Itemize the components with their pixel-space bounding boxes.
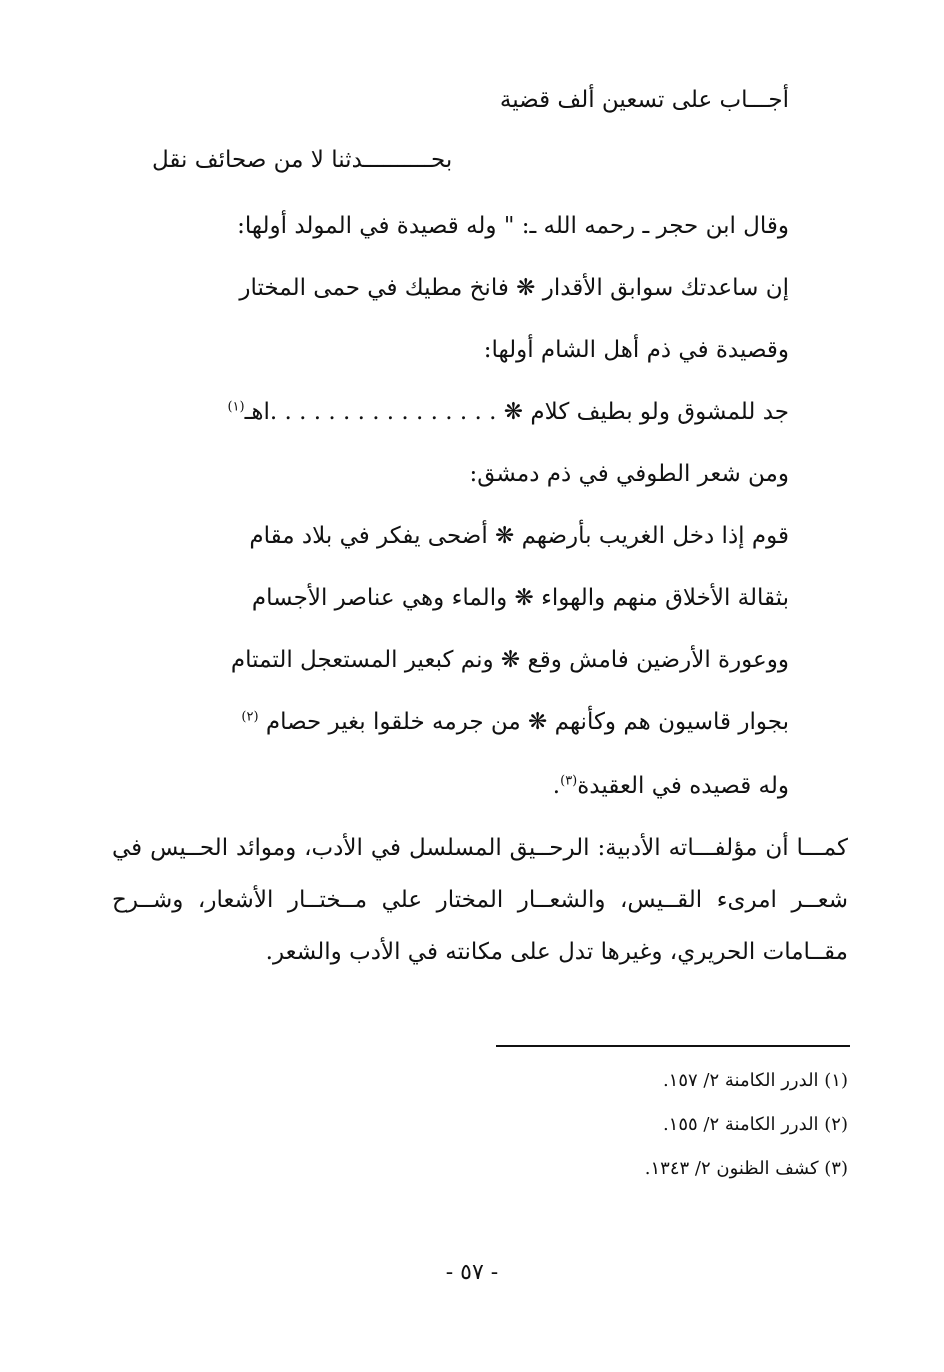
verse-text: بجوار قاسيون هم وكأنهم ❋ من جرمه خلقوا بغير حصام xyxy=(265,709,789,735)
verse-line-1: قوم إذا دخل الغريب بأرضهم ❋ أضحى يفكر في بلاد مقام xyxy=(249,523,789,549)
verse-line-2: بثقالة الأخلاق منهم والهواء ❋ والماء وهي عناصر الأجسام xyxy=(251,585,789,611)
footnote-separator xyxy=(496,1045,850,1047)
aqida-text: وله قصيده في العقيدة xyxy=(577,773,789,799)
verse-second-half: بحــــــــــدثنا لا من صحائف نقل xyxy=(152,147,453,173)
text-line-qasida-sham: وقصيدة في ذم أهل الشام أولها: xyxy=(483,337,789,363)
verse-line-4 xyxy=(241,706,789,738)
text-line-tufi: ومن شعر الطوفي في ذم دمشق: xyxy=(469,461,789,487)
aqida-end: . xyxy=(552,773,561,799)
text-line-aqida xyxy=(553,770,789,802)
verse-line-3: ووعورة الأرضين فامش وقع ❋ ونم كبعير المستعجل التمتام xyxy=(230,647,789,673)
footnote-ref-1: (١) xyxy=(227,399,245,415)
verse-line-mawlid: إن ساعدتك سوابق الأقدار ❋ فانخ مطيك في حمى المختار xyxy=(239,275,789,301)
verse-text: جد للمشوق ولو بطيف كلام ❋ . . . . . . . . . . . . . . . .اهـ xyxy=(244,399,789,425)
footnote-2: (٢) الدرر الكامنة ٢/ ١٥٥. xyxy=(662,1114,848,1135)
footnote-ref-3: (٣) xyxy=(560,773,578,789)
footnote-1: (١) الدرر الكامنة ٢/ ١٥٧. xyxy=(662,1070,848,1091)
verse-line-mashuq xyxy=(227,396,789,428)
literary-works-paragraph: كمـــا أن مؤلفـــاته الأدبية: الرحــيق المسلسل في الأدب، وموائد الحــيس في شعــر امرىء القــيس، والشعــار المختار علي مــختــار الأشعار، وشــرح مقــامات الحريري، وغيرها تدل على مكانته في الأدب والشعر. xyxy=(112,835,848,965)
text-line-ibn-hajar: وقال ابن حجر ـ رحمه الله ـ: " وله قصيدة في المولد أولها: xyxy=(237,213,789,239)
footnote-ref-2: (٢) xyxy=(241,709,259,725)
page-number: - ٥٧ - xyxy=(445,1260,499,1285)
verse-first-half: أجـــاب على تسعين ألف قضية xyxy=(499,87,789,113)
footnote-3: (٣) كشف الظنون ٢/ ١٣٤٣. xyxy=(644,1158,848,1179)
